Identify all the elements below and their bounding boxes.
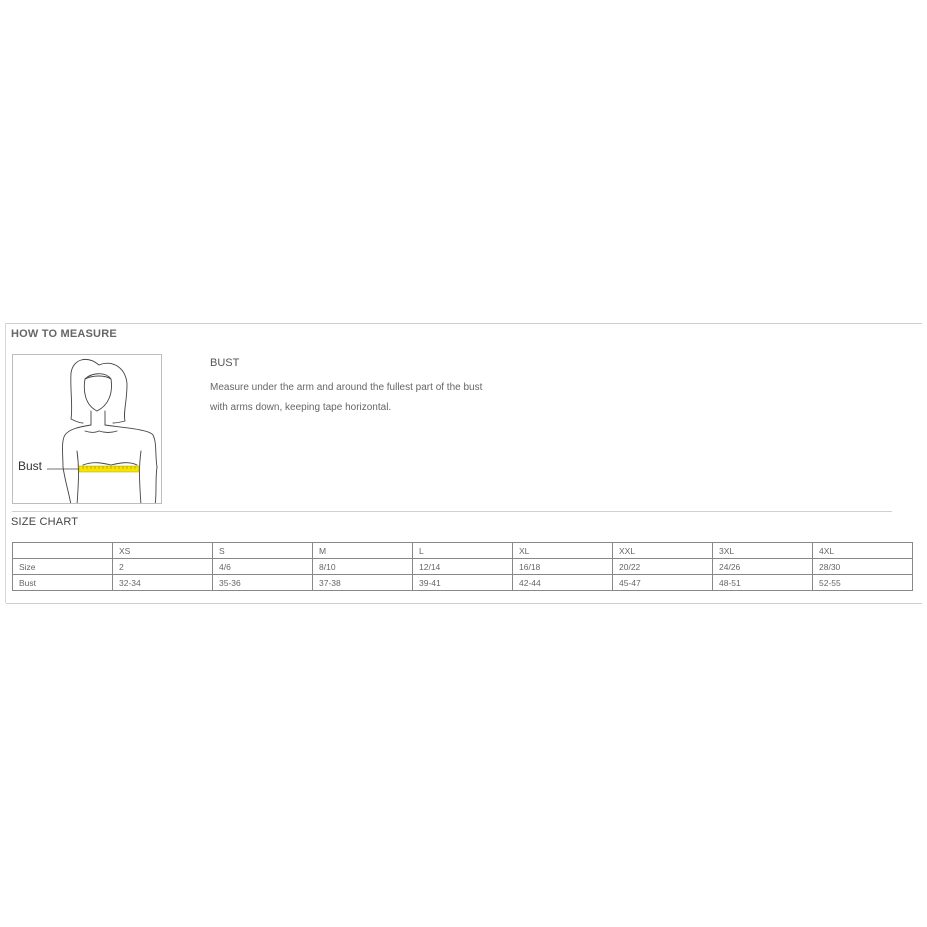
table-row <box>13 575 913 591</box>
table-row <box>13 559 913 575</box>
instruction-line: Measure under the arm and around the fullest part of the bust <box>210 382 483 393</box>
table-cell: 28/30 <box>813 559 913 575</box>
table-cell: 39-41 <box>413 575 513 591</box>
top-divider <box>6 323 922 324</box>
table-cell: 32-34 <box>113 575 213 591</box>
row-header: Size <box>13 559 113 575</box>
size-chart-table <box>12 542 913 591</box>
table-header-row <box>13 543 913 559</box>
column-header: S <box>213 543 313 559</box>
column-header: XL <box>513 543 613 559</box>
instruction-line: with arms down, keeping tape horizontal. <box>210 402 392 413</box>
table-cell: 24/26 <box>713 559 813 575</box>
column-header: M <box>313 543 413 559</box>
row-header: Bust <box>13 575 113 591</box>
bust-instructions <box>210 357 550 418</box>
bottom-divider <box>6 603 922 604</box>
table-cell: 2 <box>113 559 213 575</box>
table-cell: 48-51 <box>713 575 813 591</box>
section-divider <box>12 511 892 512</box>
table-cell: 4/6 <box>213 559 313 575</box>
column-header: L <box>413 543 513 559</box>
column-header: 4XL <box>813 543 913 559</box>
bust-heading: BUST <box>210 357 240 369</box>
column-header: XXL <box>613 543 713 559</box>
column-header: 3XL <box>713 543 813 559</box>
table-cell: 20/22 <box>613 559 713 575</box>
table-cell: 8/10 <box>313 559 413 575</box>
table-cell: 45-47 <box>613 575 713 591</box>
table-cell: 35-36 <box>213 575 313 591</box>
woman-figure-icon <box>13 355 162 504</box>
how-to-measure-title: HOW TO MEASURE <box>11 328 117 340</box>
bust-figure-label: Bust <box>18 459 43 473</box>
table-cell: 42-44 <box>513 575 613 591</box>
table-cell: 16/18 <box>513 559 613 575</box>
measurement-panel <box>5 323 922 603</box>
table-cell: 37-38 <box>313 575 413 591</box>
measuring-tape <box>79 466 139 472</box>
bust-measure-illustration <box>12 354 162 504</box>
size-chart-title: SIZE CHART <box>11 516 79 528</box>
table-cell: 12/14 <box>413 559 513 575</box>
column-header: XS <box>113 543 213 559</box>
table-cell: 52-55 <box>813 575 913 591</box>
table-corner-cell <box>13 543 113 559</box>
